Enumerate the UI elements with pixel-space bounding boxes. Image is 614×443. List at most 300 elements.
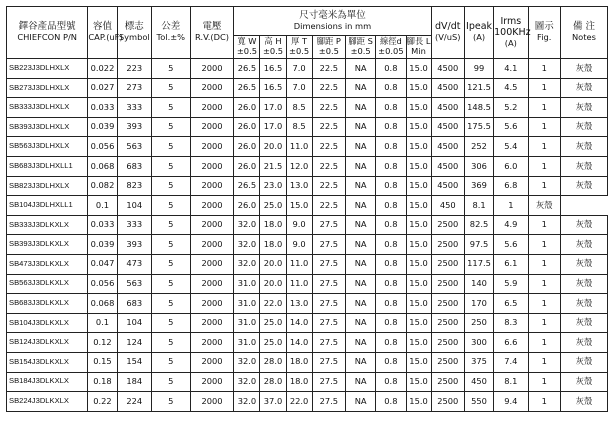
cell-thickness: 14.0 bbox=[286, 313, 312, 333]
cell-height: 25.0 bbox=[260, 313, 286, 333]
cell-capacitance: 0.022 bbox=[88, 59, 117, 79]
cell-capacitance: 0.047 bbox=[88, 254, 117, 274]
cell-height: 37.0 bbox=[260, 392, 286, 412]
cell-irms: 8.1 bbox=[494, 372, 528, 392]
cell-pitch-p: 27.5 bbox=[312, 215, 345, 235]
cell-symbol: 683 bbox=[117, 294, 151, 314]
cell-figure: 1 bbox=[528, 117, 560, 137]
cell-pitch-p: 27.5 bbox=[312, 372, 345, 392]
cell-wire-diameter: 0.8 bbox=[376, 313, 406, 333]
cell-figure: 1 bbox=[528, 215, 560, 235]
col-header-figure: 圖示 Fig. bbox=[528, 7, 560, 59]
cell-height: 23.0 bbox=[260, 176, 286, 196]
cell-tolerance: 5 bbox=[152, 392, 191, 412]
cell-symbol: 563 bbox=[117, 137, 151, 157]
cell-width: 32.0 bbox=[234, 372, 260, 392]
cell-notes: 灰殼 bbox=[560, 333, 607, 353]
cell-notes: 灰殼 bbox=[560, 137, 607, 157]
cell-irms: 6.6 bbox=[494, 333, 528, 353]
cell-width: 32.0 bbox=[234, 254, 260, 274]
cell-pitch-s: NA bbox=[346, 156, 376, 176]
cell-lead-length: 15.0 bbox=[406, 117, 431, 137]
cell-symbol: 333 bbox=[117, 215, 151, 235]
cell-height: 17.0 bbox=[260, 117, 286, 137]
table-row bbox=[7, 392, 608, 412]
cell-ipeak: 97.5 bbox=[464, 235, 493, 255]
cell-figure: 1 bbox=[528, 274, 560, 294]
cell-capacitance: 0.033 bbox=[88, 215, 117, 235]
cell-dvdt: 2500 bbox=[431, 254, 464, 274]
cell-width: 32.0 bbox=[234, 352, 260, 372]
col-header-part-number: 鐸谷產品型號 CHIEFCON P/N bbox=[7, 7, 88, 59]
cell-wire-diameter: 0.8 bbox=[376, 215, 406, 235]
cell-width: 26.0 bbox=[234, 137, 260, 157]
cell-width: 26.0 bbox=[234, 196, 260, 216]
cell-symbol: 154 bbox=[117, 352, 151, 372]
cell-dvdt: 2500 bbox=[431, 372, 464, 392]
cell-pitch-s: NA bbox=[346, 176, 376, 196]
cell-part-number: SB333J3DLKXLX bbox=[7, 215, 88, 235]
cell-capacitance: 0.068 bbox=[88, 294, 117, 314]
cell-tolerance: 5 bbox=[152, 274, 191, 294]
cell-dvdt: 2500 bbox=[431, 392, 464, 412]
cell-irms: 4.5 bbox=[494, 78, 528, 98]
cell-wire-diameter: 0.8 bbox=[376, 352, 406, 372]
cell-height: 17.0 bbox=[260, 98, 286, 118]
cell-part-number: SB823J3DLHXLX bbox=[7, 176, 88, 196]
cell-dvdt: 2500 bbox=[431, 313, 464, 333]
cell-figure: 1 bbox=[528, 156, 560, 176]
cell-irms: 7.4 bbox=[494, 352, 528, 372]
cell-capacitance: 0.1 bbox=[88, 313, 117, 333]
cell-pitch-p: 27.5 bbox=[312, 235, 345, 255]
cell-part-number: SB154J3DLKXLX bbox=[7, 352, 88, 372]
cell-pitch-s: NA bbox=[346, 137, 376, 157]
cell-lead-length: 15.0 bbox=[406, 196, 431, 216]
cell-rated-voltage: 2000 bbox=[190, 78, 234, 98]
cell-irms: 8.3 bbox=[494, 313, 528, 333]
cell-irms: 9.4 bbox=[494, 392, 528, 412]
cell-pitch-p: 27.5 bbox=[312, 352, 345, 372]
cell-wire-diameter: 0.8 bbox=[376, 196, 406, 216]
col-header-dimensions: 尺寸毫米為單位 Dimensions in mm bbox=[234, 7, 431, 36]
cell-pitch-s: NA bbox=[346, 235, 376, 255]
cell-width: 26.5 bbox=[234, 78, 260, 98]
cell-lead-length: 15.0 bbox=[406, 98, 431, 118]
cell-figure: 1 bbox=[528, 137, 560, 157]
cell-tolerance: 5 bbox=[152, 254, 191, 274]
cell-pitch-p: 27.5 bbox=[312, 333, 345, 353]
cell-height: 16.5 bbox=[260, 59, 286, 79]
cell-notes: 灰殼 bbox=[560, 59, 607, 79]
cell-pitch-s: NA bbox=[346, 117, 376, 137]
cell-wire-diameter: 0.8 bbox=[376, 117, 406, 137]
cell-wire-diameter: 0.8 bbox=[376, 235, 406, 255]
cell-symbol: 333 bbox=[117, 98, 151, 118]
cell-dvdt: 4500 bbox=[431, 176, 464, 196]
table-row bbox=[7, 176, 608, 196]
cell-dvdt: 2500 bbox=[431, 352, 464, 372]
cell-tolerance: 5 bbox=[152, 78, 191, 98]
cell-thickness: 8.5 bbox=[286, 98, 312, 118]
cell-ipeak: 8.1 bbox=[464, 196, 493, 216]
cell-pitch-p: 22.5 bbox=[312, 98, 345, 118]
cell-capacitance: 0.068 bbox=[88, 156, 117, 176]
cell-tolerance: 5 bbox=[152, 98, 191, 118]
cell-capacitance: 0.15 bbox=[88, 352, 117, 372]
table-row bbox=[7, 98, 608, 118]
cell-pitch-p: 27.5 bbox=[312, 274, 345, 294]
cell-capacitance: 0.18 bbox=[88, 372, 117, 392]
cell-notes: 灰殼 bbox=[560, 176, 607, 196]
cell-width: 26.5 bbox=[234, 59, 260, 79]
cell-lead-length: 15.0 bbox=[406, 78, 431, 98]
cell-height: 25.0 bbox=[260, 196, 286, 216]
cell-symbol: 184 bbox=[117, 372, 151, 392]
cell-notes: 灰殼 bbox=[560, 78, 607, 98]
cell-capacitance: 0.082 bbox=[88, 176, 117, 196]
cell-part-number: SB563J3DLHXLX bbox=[7, 137, 88, 157]
cell-figure: 1 bbox=[528, 235, 560, 255]
cell-notes: 灰殼 bbox=[560, 352, 607, 372]
cell-notes: 灰殼 bbox=[560, 372, 607, 392]
cell-rated-voltage: 2000 bbox=[190, 372, 234, 392]
cell-lead-length: 15.0 bbox=[406, 274, 431, 294]
table-row bbox=[7, 215, 608, 235]
cell-lead-length: 15.0 bbox=[406, 176, 431, 196]
cell-rated-voltage: 2000 bbox=[190, 333, 234, 353]
cell-tolerance: 5 bbox=[152, 215, 191, 235]
cell-capacitance: 0.027 bbox=[88, 78, 117, 98]
cell-ipeak: 121.5 bbox=[464, 78, 493, 98]
cell-notes: 灰殼 bbox=[560, 294, 607, 314]
cell-ipeak: 369 bbox=[464, 176, 493, 196]
cell-part-number: SB273J3DLHXLX bbox=[7, 78, 88, 98]
cell-lead-length: 15.0 bbox=[406, 215, 431, 235]
cell-notes: 灰殼 bbox=[560, 274, 607, 294]
cell-dvdt: 2500 bbox=[431, 215, 464, 235]
cell-tolerance: 5 bbox=[152, 372, 191, 392]
cell-wire-diameter: 0.8 bbox=[376, 372, 406, 392]
cell-wire-diameter: 0.8 bbox=[376, 98, 406, 118]
cell-figure: 1 bbox=[528, 352, 560, 372]
cell-dvdt: 4500 bbox=[431, 117, 464, 137]
cell-symbol: 224 bbox=[117, 392, 151, 412]
cell-dvdt: 4500 bbox=[431, 137, 464, 157]
cell-rated-voltage: 2000 bbox=[190, 274, 234, 294]
cell-lead-length: 15.0 bbox=[406, 333, 431, 353]
cell-symbol: 683 bbox=[117, 156, 151, 176]
cell-capacitance: 0.22 bbox=[88, 392, 117, 412]
table-row bbox=[7, 156, 608, 176]
cell-lead-length: 15.0 bbox=[406, 352, 431, 372]
cell-irms: 6.1 bbox=[494, 254, 528, 274]
cell-pitch-s: NA bbox=[346, 392, 376, 412]
cell-symbol: 563 bbox=[117, 274, 151, 294]
table-row bbox=[7, 313, 608, 333]
cell-symbol: 223 bbox=[117, 59, 151, 79]
col-header-dim-height: 高 H ±0.5 bbox=[260, 36, 286, 59]
cell-pitch-p: 27.5 bbox=[312, 254, 345, 274]
cell-pitch-p: 27.5 bbox=[312, 313, 345, 333]
cell-ipeak: 250 bbox=[464, 313, 493, 333]
cell-part-number: SB184J3DLKXLX bbox=[7, 372, 88, 392]
cell-part-number: SB683J3DLKXLX bbox=[7, 294, 88, 314]
cell-notes: 灰殼 bbox=[560, 235, 607, 255]
cell-pitch-p: 27.5 bbox=[312, 392, 345, 412]
cell-capacitance: 0.056 bbox=[88, 137, 117, 157]
cell-width: 31.0 bbox=[234, 313, 260, 333]
cell-part-number: SB223J3DLHXLX bbox=[7, 59, 88, 79]
cell-width: 31.0 bbox=[234, 294, 260, 314]
cell-lead-length: 15.0 bbox=[406, 254, 431, 274]
cell-width: 26.0 bbox=[234, 117, 260, 137]
cell-lead-length: 15.0 bbox=[406, 294, 431, 314]
cell-height: 20.0 bbox=[260, 254, 286, 274]
cell-rated-voltage: 2000 bbox=[190, 176, 234, 196]
col-header-dvdt: dV/dt (V/uS) bbox=[431, 7, 464, 59]
cell-thickness: 11.0 bbox=[286, 137, 312, 157]
table-row bbox=[7, 274, 608, 294]
cell-thickness: 13.0 bbox=[286, 294, 312, 314]
col-header-dim-pitch-p: 腳距 P ±0.5 bbox=[312, 36, 345, 59]
col-header-irms: Irms 100KHz (A) bbox=[494, 7, 528, 59]
cell-notes: 灰殼 bbox=[560, 313, 607, 333]
cell-height: 25.0 bbox=[260, 333, 286, 353]
cell-irms: 4.1 bbox=[494, 59, 528, 79]
cell-ipeak: 99 bbox=[464, 59, 493, 79]
cell-wire-diameter: 0.8 bbox=[376, 274, 406, 294]
cell-capacitance: 0.12 bbox=[88, 333, 117, 353]
cell-rated-voltage: 2000 bbox=[190, 235, 234, 255]
cell-pitch-p: 22.5 bbox=[312, 137, 345, 157]
cell-ipeak: 175.5 bbox=[464, 117, 493, 137]
spec-sheet bbox=[6, 6, 608, 412]
cell-rated-voltage: 2000 bbox=[190, 392, 234, 412]
cell-pitch-s: NA bbox=[346, 372, 376, 392]
cell-figure: 1 bbox=[528, 176, 560, 196]
cell-capacitance: 0.033 bbox=[88, 98, 117, 118]
cell-capacitance: 0.039 bbox=[88, 235, 117, 255]
cell-height: 18.0 bbox=[260, 235, 286, 255]
cell-thickness: 7.0 bbox=[286, 78, 312, 98]
cell-wire-diameter: 0.8 bbox=[376, 137, 406, 157]
cell-capacitance: 0.1 bbox=[88, 196, 117, 216]
cell-pitch-s: NA bbox=[346, 274, 376, 294]
cell-part-number: SB124J3DLKXLX bbox=[7, 333, 88, 353]
cell-pitch-s: NA bbox=[346, 98, 376, 118]
cell-width: 26.0 bbox=[234, 98, 260, 118]
cell-pitch-s: NA bbox=[346, 196, 376, 216]
cell-thickness: 11.0 bbox=[286, 274, 312, 294]
col-header-symbol: 標志 Symbol bbox=[117, 7, 151, 59]
cell-symbol: 104 bbox=[117, 313, 151, 333]
cell-width: 32.0 bbox=[234, 215, 260, 235]
cell-tolerance: 5 bbox=[152, 137, 191, 157]
cell-wire-diameter: 0.8 bbox=[376, 333, 406, 353]
cell-tolerance: 5 bbox=[152, 156, 191, 176]
cell-rated-voltage: 2000 bbox=[190, 156, 234, 176]
cell-irms: 6.5 bbox=[494, 294, 528, 314]
col-header-capacitance: 容值 CAP.(uF) bbox=[88, 7, 117, 59]
cell-irms: 5.9 bbox=[494, 274, 528, 294]
cell-thickness: 8.5 bbox=[286, 117, 312, 137]
cell-ipeak: 82.5 bbox=[464, 215, 493, 235]
cell-rated-voltage: 2000 bbox=[190, 117, 234, 137]
cell-ipeak: 306 bbox=[464, 156, 493, 176]
cell-part-number: SB393J3DLHXLX bbox=[7, 117, 88, 137]
cell-lead-length: 15.0 bbox=[406, 137, 431, 157]
cell-notes: 灰殼 bbox=[560, 392, 607, 412]
cell-part-number: SB104J3DLKXLX bbox=[7, 313, 88, 333]
cell-irms: 4.9 bbox=[494, 215, 528, 235]
cell-tolerance: 5 bbox=[152, 176, 191, 196]
cell-wire-diameter: 0.8 bbox=[376, 156, 406, 176]
cell-rated-voltage: 2000 bbox=[190, 352, 234, 372]
cell-symbol: 124 bbox=[117, 333, 151, 353]
cell-thickness: 14.0 bbox=[286, 333, 312, 353]
cell-dvdt: 4500 bbox=[431, 78, 464, 98]
table-header bbox=[7, 7, 608, 59]
cell-part-number: SB563J3DLKXLX bbox=[7, 274, 88, 294]
col-header-dim-thickness: 厚 T ±0.5 bbox=[286, 36, 312, 59]
cell-rated-voltage: 2000 bbox=[190, 137, 234, 157]
cell-rated-voltage: 2000 bbox=[190, 59, 234, 79]
cell-pitch-p: 22.5 bbox=[312, 59, 345, 79]
cell-pitch-s: NA bbox=[346, 313, 376, 333]
cell-thickness: 12.0 bbox=[286, 156, 312, 176]
cell-width: 26.5 bbox=[234, 176, 260, 196]
cell-rated-voltage: 2000 bbox=[190, 294, 234, 314]
cell-ipeak: 252 bbox=[464, 137, 493, 157]
cell-lead-length: 15.0 bbox=[406, 59, 431, 79]
col-header-dim-width: 寬 W ±0.5 bbox=[234, 36, 260, 59]
cell-lead-length: 15.0 bbox=[406, 392, 431, 412]
cell-tolerance: 5 bbox=[152, 196, 191, 216]
cell-figure: 1 bbox=[528, 98, 560, 118]
cell-ipeak: 117.5 bbox=[464, 254, 493, 274]
cell-thickness: 15.0 bbox=[286, 196, 312, 216]
cell-dvdt: 2500 bbox=[431, 294, 464, 314]
cell-figure: 1 bbox=[528, 313, 560, 333]
cell-ipeak: 300 bbox=[464, 333, 493, 353]
cell-part-number: SB473J3DLKXLX bbox=[7, 254, 88, 274]
col-header-dim-wire-diameter: 線徑d ±0.05 bbox=[376, 36, 406, 59]
cell-rated-voltage: 2000 bbox=[190, 98, 234, 118]
table-row bbox=[7, 254, 608, 274]
cell-height: 21.5 bbox=[260, 156, 286, 176]
cell-figure: 1 bbox=[528, 372, 560, 392]
cell-lead-length: 15.0 bbox=[406, 313, 431, 333]
cell-part-number: SB224J3DLKXLX bbox=[7, 392, 88, 412]
cell-thickness: 13.0 bbox=[286, 176, 312, 196]
cell-irms: 1 bbox=[494, 196, 528, 216]
cell-dvdt: 4500 bbox=[431, 156, 464, 176]
cell-thickness: 11.0 bbox=[286, 254, 312, 274]
col-header-notes: 備 注 Notes bbox=[560, 7, 607, 59]
cell-height: 20.0 bbox=[260, 137, 286, 157]
cell-ipeak: 170 bbox=[464, 294, 493, 314]
cell-height: 18.0 bbox=[260, 215, 286, 235]
cell-part-number: SB104J3DLHXLL1 bbox=[7, 196, 88, 216]
cell-dvdt: 2500 bbox=[431, 274, 464, 294]
cell-height: 22.0 bbox=[260, 294, 286, 314]
cell-lead-length: 15.0 bbox=[406, 156, 431, 176]
cell-pitch-s: NA bbox=[346, 215, 376, 235]
cell-pitch-p: 22.5 bbox=[312, 156, 345, 176]
cell-height: 28.0 bbox=[260, 372, 286, 392]
cell-notes: 灰殼 bbox=[560, 98, 607, 118]
cell-width: 26.0 bbox=[234, 156, 260, 176]
cell-dvdt: 4500 bbox=[431, 59, 464, 79]
cell-part-number: SB393J3DLKXLX bbox=[7, 235, 88, 255]
table-row bbox=[7, 235, 608, 255]
cell-ipeak: 550 bbox=[464, 392, 493, 412]
cell-ipeak: 450 bbox=[464, 372, 493, 392]
cell-wire-diameter: 0.8 bbox=[376, 78, 406, 98]
cell-ipeak: 148.5 bbox=[464, 98, 493, 118]
cell-thickness: 22.0 bbox=[286, 392, 312, 412]
cell-symbol: 273 bbox=[117, 78, 151, 98]
cell-notes: 灰殼 bbox=[560, 117, 607, 137]
cell-tolerance: 5 bbox=[152, 352, 191, 372]
cell-thickness: 9.0 bbox=[286, 215, 312, 235]
cell-width: 32.0 bbox=[234, 392, 260, 412]
cell-pitch-p: 22.5 bbox=[312, 117, 345, 137]
table-row bbox=[7, 117, 608, 137]
table-row bbox=[7, 78, 608, 98]
cell-dvdt: 2500 bbox=[431, 333, 464, 353]
cell-pitch-s: NA bbox=[346, 352, 376, 372]
col-header-ipeak: Ipeak (A) bbox=[464, 7, 493, 59]
cell-tolerance: 5 bbox=[152, 333, 191, 353]
cell-dvdt: 450 bbox=[431, 196, 464, 216]
cell-part-number: SB683J3DLHXLL1 bbox=[7, 156, 88, 176]
cell-symbol: 823 bbox=[117, 176, 151, 196]
cell-symbol: 473 bbox=[117, 254, 151, 274]
table-row bbox=[7, 196, 608, 216]
cell-thickness: 7.0 bbox=[286, 59, 312, 79]
cell-irms: 5.4 bbox=[494, 137, 528, 157]
cell-tolerance: 5 bbox=[152, 117, 191, 137]
cell-pitch-s: NA bbox=[346, 333, 376, 353]
cell-pitch-p: 22.5 bbox=[312, 196, 345, 216]
cell-figure: 1 bbox=[528, 294, 560, 314]
cell-dvdt: 4500 bbox=[431, 98, 464, 118]
cell-rated-voltage: 2000 bbox=[190, 196, 234, 216]
cell-irms: 5.2 bbox=[494, 98, 528, 118]
cell-rated-voltage: 2000 bbox=[190, 215, 234, 235]
cell-ipeak: 375 bbox=[464, 352, 493, 372]
table-row bbox=[7, 372, 608, 392]
cell-irms: 6.8 bbox=[494, 176, 528, 196]
cell-width: 32.0 bbox=[234, 235, 260, 255]
cell-rated-voltage: 2000 bbox=[190, 254, 234, 274]
cell-thickness: 18.0 bbox=[286, 372, 312, 392]
cell-notes: 灰殼 bbox=[560, 215, 607, 235]
cell-height: 20.0 bbox=[260, 274, 286, 294]
table-row bbox=[7, 352, 608, 372]
col-header-dim-lead-length: 腳長 L Min bbox=[406, 36, 431, 59]
cell-height: 28.0 bbox=[260, 352, 286, 372]
cell-figure: 1 bbox=[528, 59, 560, 79]
cell-capacitance: 0.039 bbox=[88, 117, 117, 137]
cell-pitch-s: NA bbox=[346, 59, 376, 79]
cell-lead-length: 15.0 bbox=[406, 235, 431, 255]
cell-pitch-p: 22.5 bbox=[312, 176, 345, 196]
col-header-tolerance: 公差 Tol.±% bbox=[152, 7, 191, 59]
cell-figure: 1 bbox=[528, 254, 560, 274]
